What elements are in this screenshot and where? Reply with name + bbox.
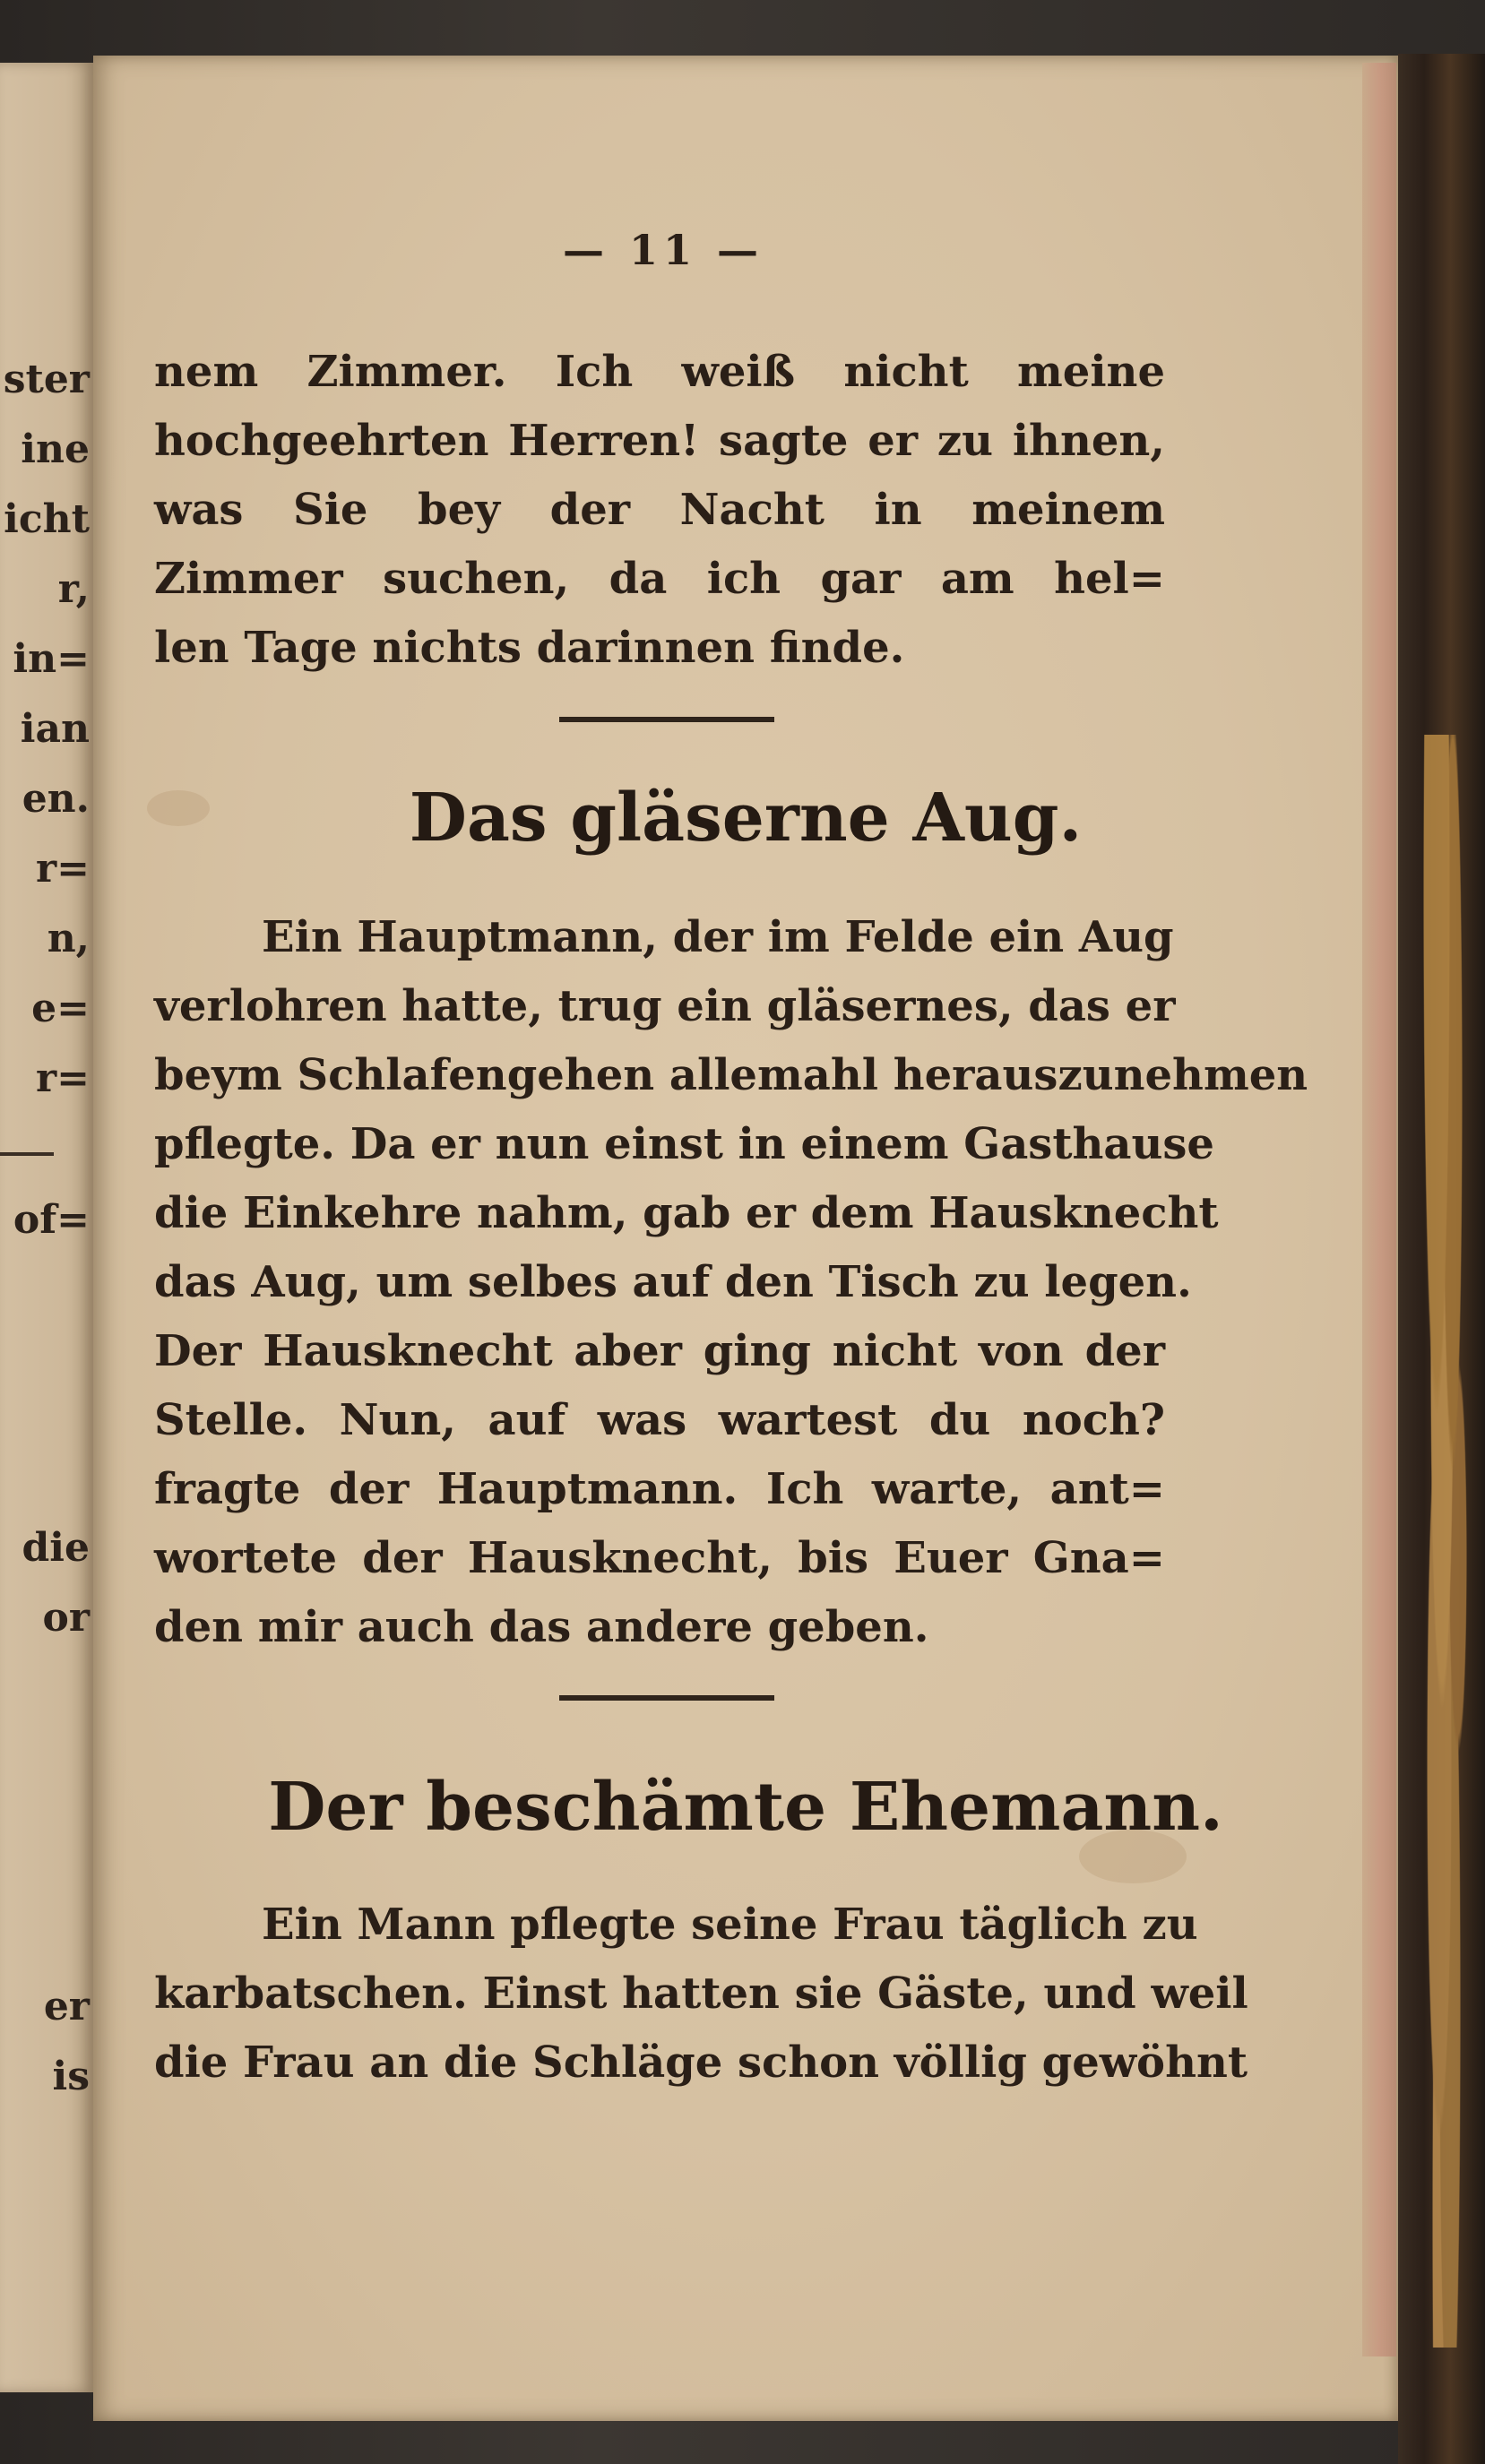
text-line: beym Schlafengehen allemahl herauszunehmen: [154, 1050, 1308, 1100]
text-line: Stelle. Nun, auf was wartest du noch?: [154, 1395, 1165, 1445]
text-line: hochgeehrten Herren! sagte er zu ihnen,: [154, 416, 1165, 466]
left-page-line: icht: [4, 496, 90, 542]
story-title: Das gläserne Aug.: [409, 780, 1083, 857]
story-title: Der beschämte Ehemann.: [268, 1769, 1223, 1846]
text-line: pflegte. Da er nun einst in einem Gasthause: [154, 1119, 1214, 1169]
left-page-line: r=: [35, 846, 90, 892]
left-page-line: r,: [57, 566, 90, 612]
left-page-line: of=: [13, 1197, 90, 1243]
text-line: die Einkehre nahm, gab er dem Hausknecht: [154, 1188, 1219, 1238]
text-line: Zimmer suchen, da ich gar am hel=: [154, 554, 1165, 604]
left-page-fragment: [0, 63, 93, 2392]
left-page-line: ian: [20, 706, 90, 752]
left-page-line: in=: [13, 636, 90, 682]
left-page-line: r=: [35, 1055, 90, 1101]
text-line: den mir auch das andere geben.: [154, 1602, 929, 1652]
left-page-rule: [0, 1152, 54, 1156]
marbled-cover: [1420, 735, 1474, 2348]
story-body: [154, 1891, 1248, 2098]
text-line: fragte der Hauptmann. Ich warte, ant=: [154, 1464, 1165, 1514]
text-line: len Tage nichts darinnen finde.: [154, 623, 905, 673]
page-number: — 11 —: [562, 226, 764, 274]
section-divider: [559, 717, 774, 722]
left-page-line: ine: [21, 426, 90, 472]
left-page-line: ster: [3, 357, 90, 402]
text-line: verlohren hatte, trug ein gläsernes, das er: [154, 981, 1176, 1031]
text-line: karbatschen. Einst hatten sie Gäste, und weil: [154, 1969, 1248, 2019]
left-page-line: die: [22, 1525, 90, 1571]
text-line: nem Zimmer. Ich weiß nicht meine: [154, 347, 1165, 397]
text-line: Der Hausknecht aber ging nicht von der: [154, 1326, 1165, 1376]
left-page-line: en.: [22, 776, 90, 822]
page-edges: [1362, 63, 1396, 2356]
text-line: wortete der Hausknecht, bis Euer Gna=: [154, 1533, 1165, 1583]
text-line: das Aug, um selbes auf den Tisch zu legen.: [154, 1257, 1192, 1307]
section-continuation: [154, 338, 1165, 683]
left-page-line: e=: [31, 986, 90, 1031]
left-page-line: er: [43, 1984, 90, 2029]
left-page-line: or: [42, 1595, 90, 1641]
left-page-line: n,: [47, 916, 90, 961]
section-divider: [559, 1695, 774, 1701]
story-body: [154, 903, 1308, 1662]
text-line: Ein Hauptmann, der im Felde ein Aug: [262, 912, 1174, 962]
text-line: Ein Mann pflegte seine Frau täglich zu: [262, 1900, 1198, 1950]
left-page-line: is: [52, 2054, 90, 2099]
text-line: was Sie bey der Nacht in meinem: [154, 485, 1165, 535]
text-line: die Frau an die Schläge schon völlig gewöhnt: [154, 2038, 1248, 2088]
